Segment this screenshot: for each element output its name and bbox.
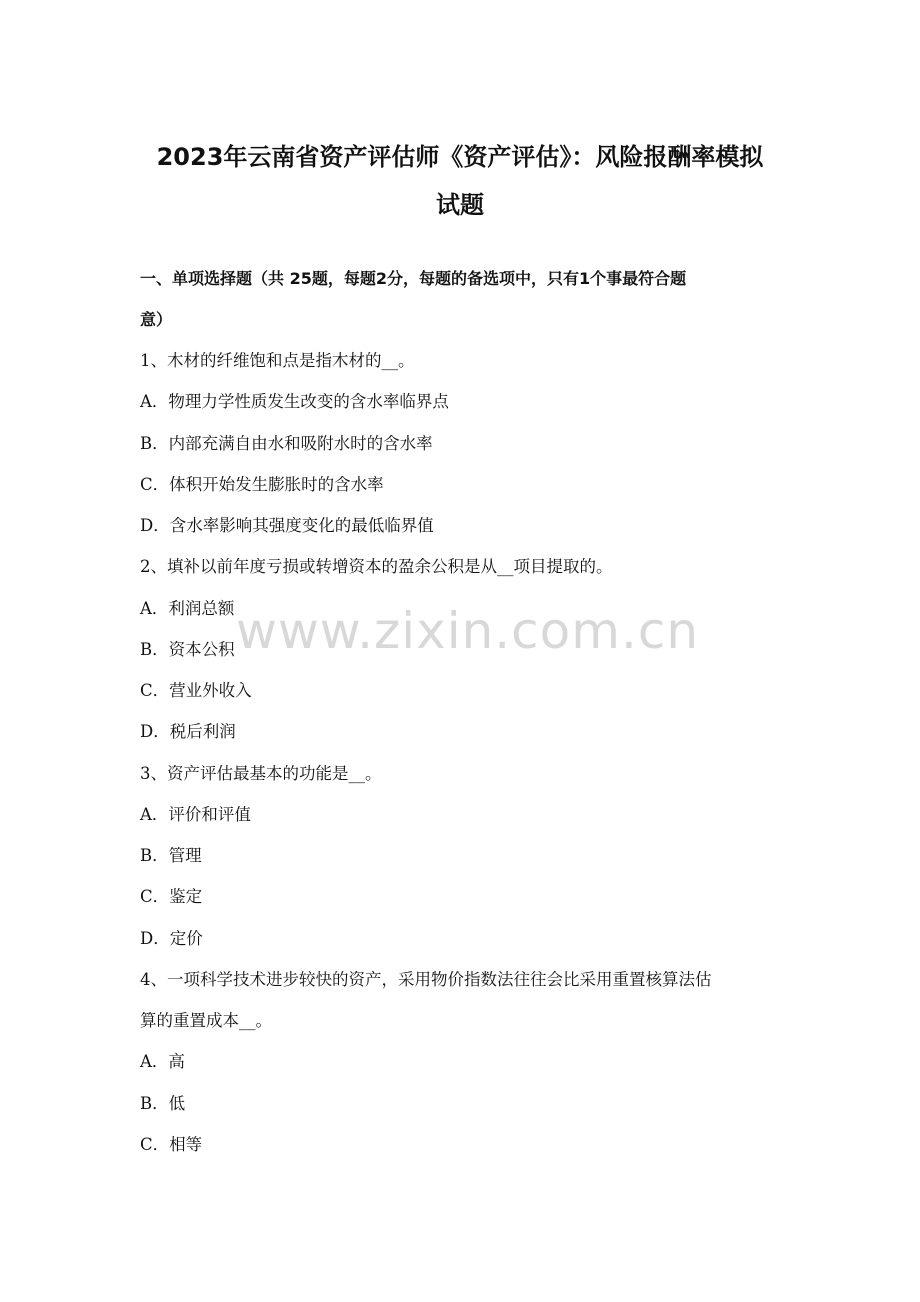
question-3-option-d: D．定价 xyxy=(140,929,203,948)
question-3-stem: 3、资产评估最基本的功能是__。 xyxy=(140,764,382,783)
question-4-stem-line-1: 4、一项科学技术进步较快的资产，采用物价指数法往往会比采用重置核算法估 xyxy=(140,970,712,989)
question-4-stem-line-2: 算的重置成本__。 xyxy=(140,1011,272,1030)
question-1-option-a: A．物理力学性质发生改变的含水率临界点 xyxy=(140,392,449,411)
question-4-option-a: A．高 xyxy=(140,1052,185,1071)
document-title-line-2: 试题 xyxy=(436,191,484,219)
question-1-option-c: C．体积开始发生膨胀时的含水率 xyxy=(140,475,384,494)
document-title-line-1: 2023年云南省资产评估师《资产评估》：风险报酬率模拟 xyxy=(156,143,764,171)
question-4-option-c: C．相等 xyxy=(140,1135,203,1154)
question-3-option-c: C．鉴定 xyxy=(140,887,203,906)
question-1-option-d: D．含水率影响其强度变化的最低临界值 xyxy=(140,516,434,535)
section-heading-line-2: 意） xyxy=(140,310,173,329)
question-3-option-b: B．管理 xyxy=(140,846,202,865)
section-heading-line-1: 一、单项选择题（共 25题，每题2分，每题的备选项中，只有1个事最符合题 xyxy=(140,269,687,288)
question-2-stem: 2、填补以前年度亏损或转增资本的盈余公积是从__项目提取的。 xyxy=(140,557,613,576)
question-1-stem: 1、木材的纤维饱和点是指木材的__。 xyxy=(140,351,415,370)
question-2-option-c: C．营业外收入 xyxy=(140,681,252,700)
question-3-option-a: A．评价和评值 xyxy=(140,805,251,824)
question-4-option-b: B．低 xyxy=(140,1094,186,1113)
question-2-option-b: B．资本公积 xyxy=(140,640,235,659)
question-2-option-a: A．利润总额 xyxy=(140,599,235,618)
question-1-option-b: B．内部充满自由水和吸附水时的含水率 xyxy=(140,434,433,453)
watermark: www.zixin.com.cn xyxy=(236,602,700,660)
question-2-option-d: D．税后利润 xyxy=(140,722,236,741)
